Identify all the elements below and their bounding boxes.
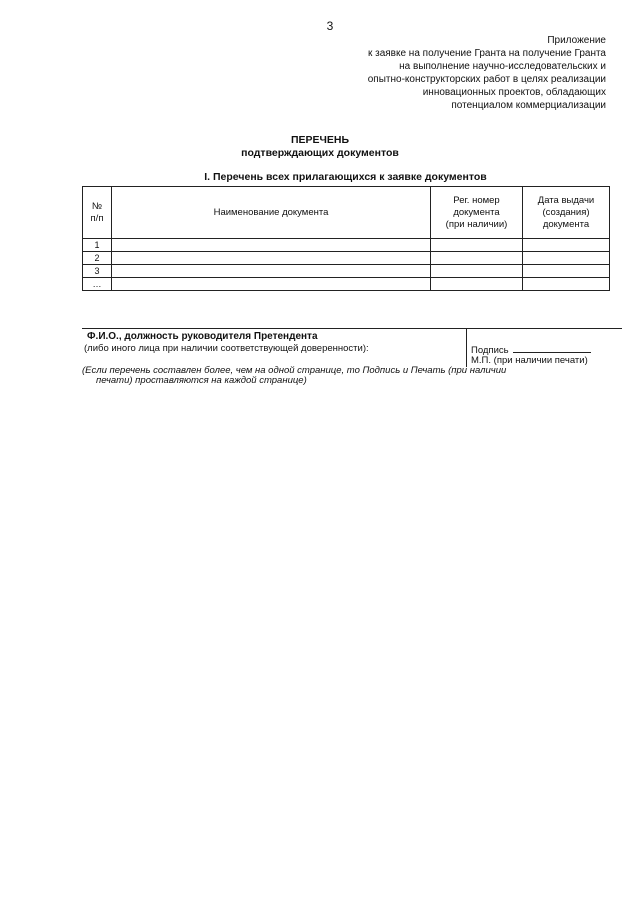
signature-label: Подпись <box>471 345 509 356</box>
cell-issue-date <box>523 265 610 278</box>
row-number: … <box>83 278 112 291</box>
appendix-line: инновационных проектов, обладающих <box>422 87 606 98</box>
header-num <box>83 187 112 239</box>
header-doc-name: Наименование документа <box>112 187 431 239</box>
document-title <box>0 134 640 160</box>
row-number: 2 <box>83 252 112 265</box>
documents-table <box>82 186 610 291</box>
header-issue-date <box>523 187 610 239</box>
signatory-label: Ф.И.О., должность руководителя Претендента <box>87 331 318 342</box>
footnote-line-1: (Если перечень составлен более, чем на одной странице, то Подпись и Печать (при наличии <box>82 365 507 376</box>
appendix-line: потенциалом коммерциализации <box>451 100 606 111</box>
appendix-line: на выполнение научно-исследовательских и <box>399 61 606 72</box>
header-date-line: (создания) <box>542 206 590 218</box>
header-num-line: № <box>91 200 103 212</box>
footnote <box>82 366 506 386</box>
page-number: 3 <box>326 19 334 33</box>
appendix-header <box>306 34 606 112</box>
cell-issue-date <box>523 239 610 252</box>
cell-issue-date <box>523 252 610 265</box>
footnote-line-2: печати) проставляются на каждой странице) <box>96 375 307 386</box>
title-line-2: подтверждающих документов <box>241 147 399 159</box>
cell-reg-number <box>431 278 523 291</box>
cell-doc-name <box>112 252 431 265</box>
cell-reg-number <box>431 252 523 265</box>
header-date-line: документа <box>542 218 590 230</box>
header-num-line: п/п <box>90 212 104 224</box>
appendix-line: Приложение <box>547 35 606 46</box>
signature-line[interactable] <box>513 343 591 353</box>
table-row <box>83 278 610 291</box>
cell-doc-name <box>112 278 431 291</box>
signature-left-cell <box>82 329 467 367</box>
cell-issue-date <box>523 278 610 291</box>
cell-reg-number <box>431 265 523 278</box>
cell-reg-number <box>431 239 523 252</box>
row-number: 1 <box>83 239 112 252</box>
title-line-1: ПЕРЕЧЕНЬ <box>290 134 350 146</box>
table-row <box>83 252 610 265</box>
cell-doc-name <box>112 265 431 278</box>
header-reg-number <box>431 187 523 239</box>
header-reg-line: (при наличии) <box>445 218 508 230</box>
stamp-label: М.П. (при наличии печати) <box>471 355 588 366</box>
appendix-line: опытно-конструкторских работ в целях реализации <box>367 74 606 85</box>
header-reg-line: документа <box>453 206 500 218</box>
signatory-sublabel: (либо иного лица при наличии соответствующей доверенности): <box>84 343 369 354</box>
cell-doc-name <box>112 239 431 252</box>
header-date-line: Дата выдачи <box>537 194 595 206</box>
row-number: 3 <box>83 265 112 278</box>
section-heading: I. Перечень всех прилагающихся к заявке документов <box>204 171 487 183</box>
appendix-line: к заявке на получение Гранта на получение Гранта <box>367 48 606 59</box>
table-header-row <box>83 187 610 239</box>
header-reg-line: Рег. номер <box>453 194 500 206</box>
table-row <box>83 239 610 252</box>
table-row <box>83 265 610 278</box>
signature-block <box>82 328 622 367</box>
